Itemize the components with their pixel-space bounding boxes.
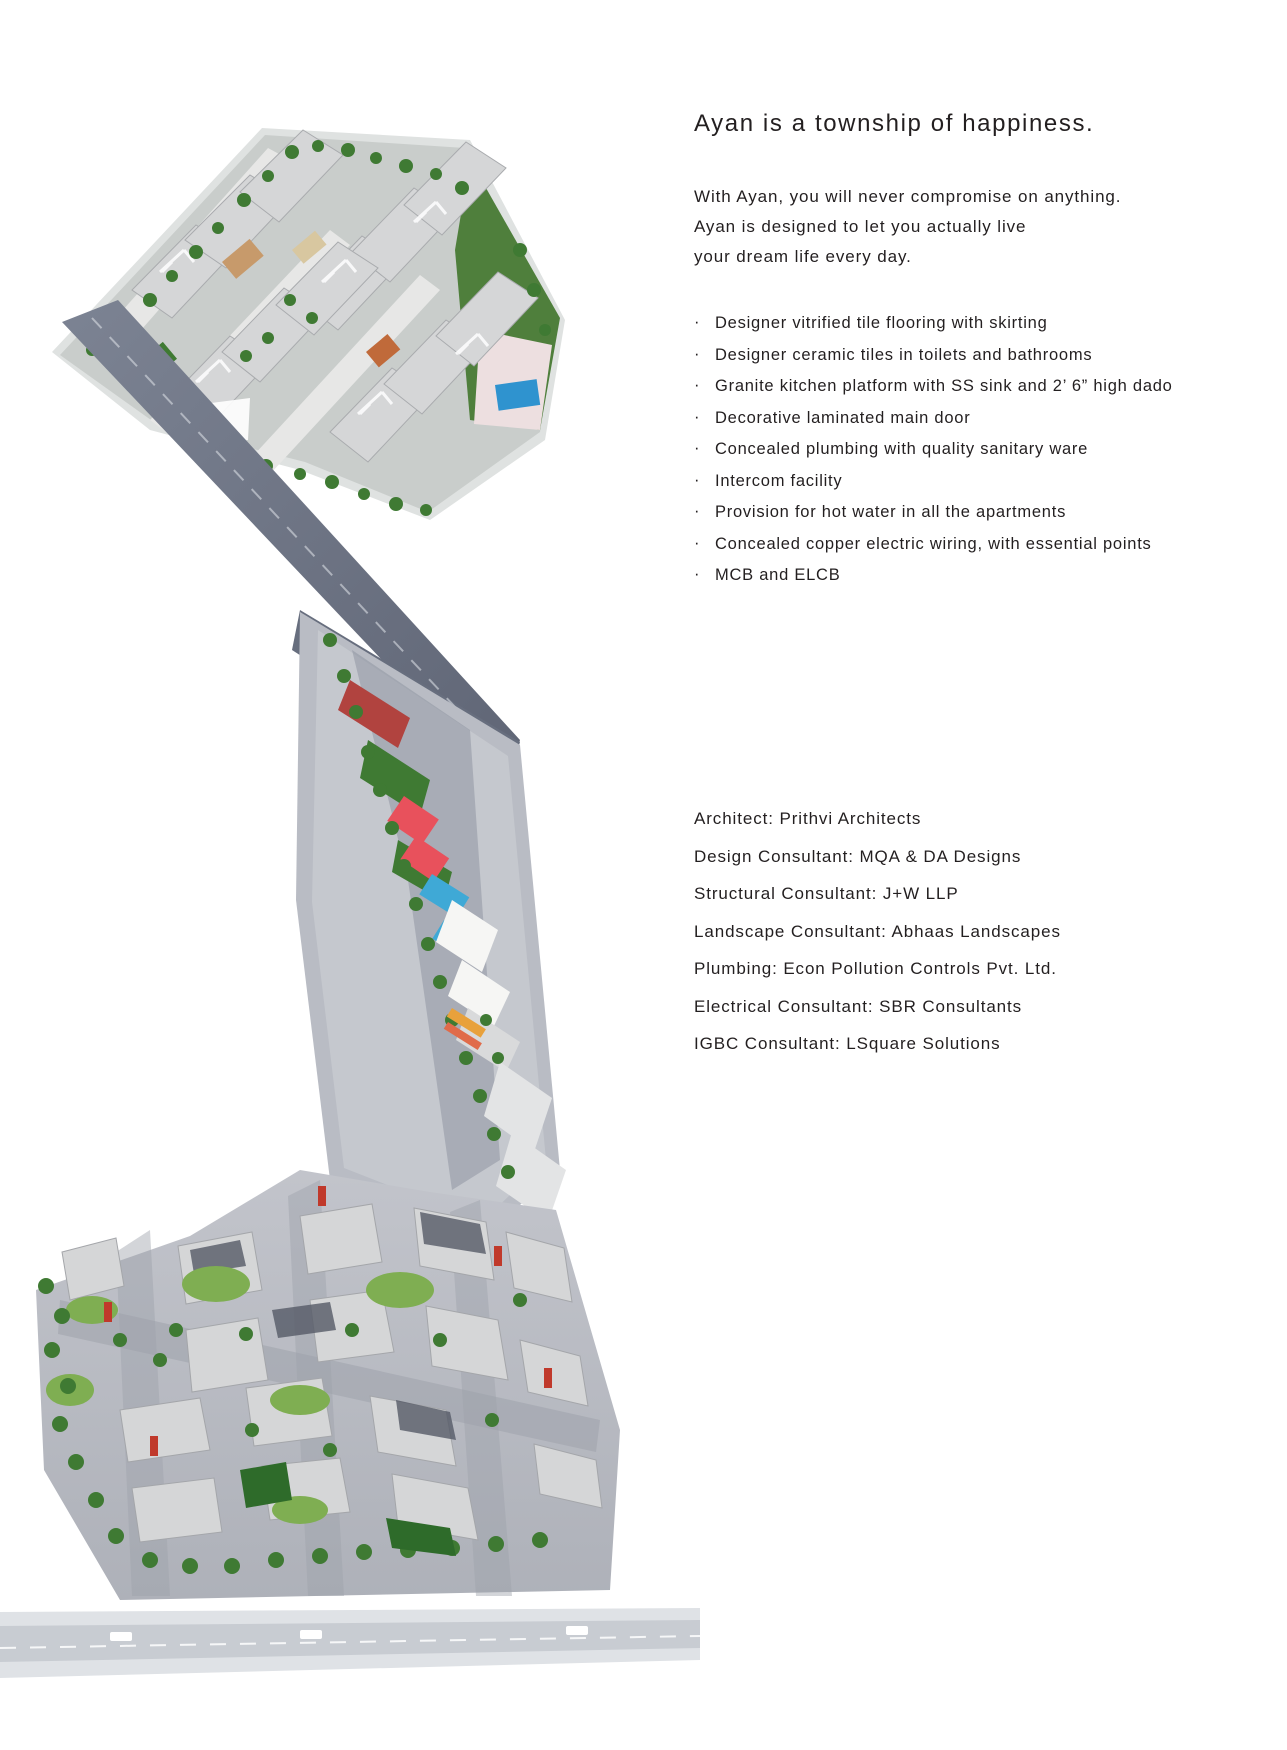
- siteplan-central-amenities: [296, 612, 566, 1240]
- list-item-label: MCB and ELCB: [715, 566, 841, 584]
- list-item-label: Granite kitchen platform with SS sink and 2’ 6” high dado: [715, 377, 1173, 395]
- intro-paragraph: [694, 182, 1224, 272]
- list-item-label: Decorative laminated main door: [715, 408, 971, 427]
- list-item: [694, 340, 1224, 372]
- list-item-label: Designer vitrified tile flooring with skirting: [715, 314, 1048, 332]
- credit-landscape-consultant: Landscape Consultant: Abhaas Landscapes: [694, 921, 1061, 941]
- list-item: [694, 466, 1224, 498]
- bullet-icon: ·: [694, 344, 701, 363]
- credit-electrical-consultant: Electrical Consultant: SBR Consultants: [694, 996, 1023, 1016]
- bullet-icon: ·: [694, 313, 701, 331]
- credits-block: [694, 800, 1224, 1063]
- list-item-label: Provision for hot water in all the apartments: [715, 503, 1067, 521]
- bullet-icon: ·: [694, 439, 701, 457]
- list-item-label: Concealed copper electric wiring, with essential points: [715, 534, 1152, 553]
- bullet-icon: ·: [694, 533, 701, 552]
- credit-structural-consultant: Structural Consultant: J+W LLP: [694, 884, 959, 903]
- credit-architect: Architect: Prithvi Architects: [694, 809, 922, 828]
- bullet-icon: ·: [694, 376, 701, 394]
- list-item-label: Intercom facility: [715, 471, 843, 490]
- intro-line-3: your dream life every day.: [694, 247, 912, 266]
- list-item-label: Designer ceramic tiles in toilets and bathrooms: [715, 345, 1093, 364]
- list-item: [694, 308, 1224, 340]
- content-column: [694, 110, 1224, 592]
- bullet-icon: ·: [694, 565, 701, 583]
- list-item: [694, 371, 1224, 403]
- siteplan-south-road: [0, 1608, 700, 1678]
- page-title: Ayan is a township of happiness.: [694, 110, 1095, 137]
- credit-design-consultant: Design Consultant: MQA & DA Designs: [694, 846, 1022, 866]
- bullet-icon: ·: [694, 407, 701, 426]
- list-item: [694, 529, 1224, 561]
- credit-igbc-consultant: IGBC Consultant: LSquare Solutions: [694, 1034, 1001, 1053]
- credit-plumbing: Plumbing: Econ Pollution Controls Pvt. Ltd.: [694, 959, 1057, 978]
- list-item: [694, 434, 1224, 466]
- bullet-icon: ·: [694, 502, 701, 520]
- intro-line-2: Ayan is designed to let you actually live: [694, 217, 1027, 236]
- intro-line-1: With Ayan, you will never compromise on anything.: [694, 187, 1122, 206]
- amenities-list: [694, 308, 1224, 592]
- list-item: [694, 403, 1224, 435]
- list-item: [694, 560, 1224, 592]
- bullet-icon: ·: [694, 470, 701, 489]
- list-item-label: Concealed plumbing with quality sanitary ware: [715, 440, 1089, 458]
- siteplan-south-cluster: [36, 1170, 620, 1600]
- list-item: [694, 497, 1224, 529]
